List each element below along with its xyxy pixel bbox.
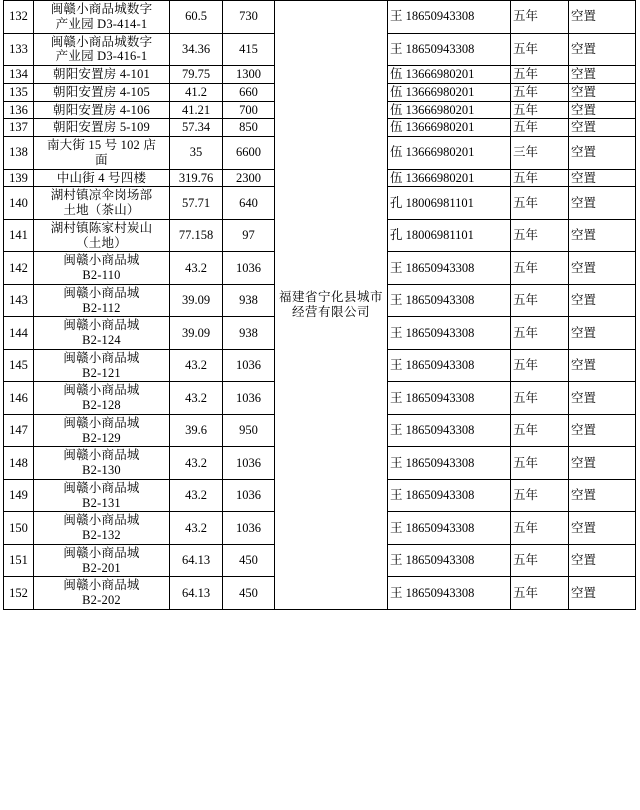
- asset-name-line: 闽赣小商品城数字: [50, 34, 153, 49]
- asset-name: [34, 544, 170, 577]
- contact-person: 伍 13666980201: [388, 169, 511, 187]
- asset-price: 1036: [223, 512, 275, 545]
- asset-price: 950: [223, 414, 275, 447]
- asset-area: 64.13: [170, 577, 223, 610]
- asset-area: 35: [170, 137, 223, 170]
- asset-price: 450: [223, 544, 275, 577]
- row-index: 134: [4, 66, 34, 84]
- asset-name: [34, 83, 170, 101]
- contact-person: 王 18650943308: [388, 284, 511, 317]
- contact-person: 孔 18006981101: [388, 219, 511, 252]
- occupancy-status: 空置: [569, 284, 636, 317]
- asset-name: [34, 284, 170, 317]
- lease-term: 五年: [511, 544, 569, 577]
- asset-name-line: B2-132: [82, 528, 121, 542]
- occupancy-status: 空置: [569, 544, 636, 577]
- occupancy-status: 空置: [569, 119, 636, 137]
- asset-name-line: 朝阳安置房 4-105: [53, 84, 150, 99]
- lease-term: 五年: [511, 349, 569, 382]
- asset-name-line: 朝阳安置房 4-106: [53, 102, 150, 117]
- occupancy-status: 空置: [569, 414, 636, 447]
- asset-name-line: 闽赣小商品城: [63, 285, 140, 300]
- row-index: 149: [4, 479, 34, 512]
- lease-term: 五年: [511, 219, 569, 252]
- lease-term: 五年: [511, 187, 569, 220]
- asset-name-line: 闽赣小商品城数字: [50, 2, 153, 16]
- asset-name: [34, 252, 170, 285]
- lease-term: 五年: [511, 252, 569, 285]
- occupancy-status: 空置: [569, 66, 636, 84]
- asset-price: 1036: [223, 252, 275, 285]
- contact-person: 伍 13666980201: [388, 137, 511, 170]
- row-index: 145: [4, 349, 34, 382]
- asset-name: [34, 66, 170, 84]
- asset-name-line: 闽赣小商品城: [63, 545, 140, 560]
- occupancy-status: 空置: [569, 101, 636, 119]
- row-index: 151: [4, 544, 34, 577]
- contact-person: 王 18650943308: [388, 512, 511, 545]
- asset-area: 64.13: [170, 544, 223, 577]
- asset-name-line: B2-130: [82, 463, 121, 477]
- asset-area: 57.34: [170, 119, 223, 137]
- asset-name-line: 产业园 D3-414-1: [55, 16, 148, 31]
- asset-name-line: 闽赣小商品城: [63, 578, 140, 593]
- asset-price: 850: [223, 119, 275, 137]
- asset-name: [34, 119, 170, 137]
- asset-name-line: 朝阳安置房 4-101: [53, 67, 150, 81]
- row-index: 143: [4, 284, 34, 317]
- asset-area: 41.2: [170, 83, 223, 101]
- asset-name: [34, 349, 170, 382]
- occupancy-status: 空置: [569, 479, 636, 512]
- asset-area: 79.75: [170, 66, 223, 84]
- lease-term: 五年: [511, 169, 569, 187]
- occupancy-status: 空置: [569, 382, 636, 415]
- row-index: 141: [4, 219, 34, 252]
- asset-area: 41.21: [170, 101, 223, 119]
- lease-term: 五年: [511, 83, 569, 101]
- lease-term: 五年: [511, 284, 569, 317]
- asset-area: 43.2: [170, 382, 223, 415]
- row-index: 147: [4, 414, 34, 447]
- lease-term: 五年: [511, 66, 569, 84]
- asset-name-line: 朝阳安置房 5-109: [53, 120, 150, 135]
- asset-area: 60.5: [170, 1, 223, 34]
- lease-term: 五年: [511, 512, 569, 545]
- row-index: 132: [4, 1, 34, 34]
- asset-price: 1036: [223, 479, 275, 512]
- asset-name-line: （土地）: [76, 235, 127, 250]
- lease-term: 五年: [511, 317, 569, 350]
- asset-price: 660: [223, 83, 275, 101]
- asset-price: 1036: [223, 349, 275, 382]
- asset-price: 2300: [223, 169, 275, 187]
- asset-name-line: B2-112: [82, 300, 121, 315]
- occupancy-status: 空置: [569, 512, 636, 545]
- contact-person: 伍 13666980201: [388, 101, 511, 119]
- asset-area: 34.36: [170, 33, 223, 66]
- asset-area: 319.76: [170, 169, 223, 187]
- asset-price: 730: [223, 1, 275, 34]
- row-index: 136: [4, 101, 34, 119]
- asset-name-line: 闽赣小商品城: [63, 480, 140, 495]
- asset-name-line: 闽赣小商品城: [63, 383, 140, 398]
- row-index: 133: [4, 33, 34, 66]
- lease-term: 五年: [511, 33, 569, 66]
- asset-name: [34, 479, 170, 512]
- row-index: 142: [4, 252, 34, 285]
- row-index: 146: [4, 382, 34, 415]
- contact-person: 王 18650943308: [388, 479, 511, 512]
- occupancy-status: 空置: [569, 187, 636, 220]
- asset-name-line: 湖村镇凉伞岗场部: [50, 188, 153, 203]
- contact-person: 王 18650943308: [388, 382, 511, 415]
- asset-name-line: 面: [95, 152, 108, 167]
- table-row: [4, 1, 636, 34]
- asset-area: 39.6: [170, 414, 223, 447]
- row-index: 150: [4, 512, 34, 545]
- asset-name-line: B2-110: [82, 268, 121, 282]
- asset-name-line: 闽赣小商品城: [63, 448, 140, 463]
- asset-price: 415: [223, 33, 275, 66]
- lease-term: 五年: [511, 447, 569, 480]
- asset-area: 57.71: [170, 187, 223, 220]
- asset-name-line: 南大街 15 号 102 店: [46, 138, 157, 152]
- owner-company: [275, 1, 388, 610]
- asset-area: 43.2: [170, 252, 223, 285]
- asset-name-line: 土地（茶山）: [63, 203, 140, 217]
- occupancy-status: 空置: [569, 1, 636, 34]
- occupancy-status: 空置: [569, 577, 636, 610]
- occupancy-status: 空置: [569, 83, 636, 101]
- asset-name: [34, 101, 170, 119]
- row-index: 140: [4, 187, 34, 220]
- asset-name-line: B2-202: [82, 593, 121, 607]
- asset-name: [34, 219, 170, 252]
- occupancy-status: 空置: [569, 349, 636, 382]
- owner-company-text: 福建省宁化县城市经营有限公司: [278, 290, 383, 319]
- asset-listing-table: [3, 0, 636, 610]
- contact-person: 王 18650943308: [388, 544, 511, 577]
- row-index: 135: [4, 83, 34, 101]
- row-index: 148: [4, 447, 34, 480]
- contact-person: 王 18650943308: [388, 33, 511, 66]
- asset-price: 1036: [223, 447, 275, 480]
- occupancy-status: 空置: [569, 252, 636, 285]
- row-index: 144: [4, 317, 34, 350]
- asset-name: [34, 137, 170, 170]
- lease-term: 五年: [511, 101, 569, 119]
- occupancy-status: 空置: [569, 169, 636, 187]
- asset-price: 938: [223, 317, 275, 350]
- asset-name: [34, 187, 170, 220]
- asset-name-line: B2-129: [82, 430, 121, 445]
- asset-name-line: 闽赣小商品城: [63, 415, 140, 430]
- contact-person: 王 18650943308: [388, 349, 511, 382]
- asset-area: 39.09: [170, 317, 223, 350]
- asset-area: 43.2: [170, 479, 223, 512]
- occupancy-status: 空置: [569, 219, 636, 252]
- lease-term: 五年: [511, 1, 569, 34]
- asset-price: 640: [223, 187, 275, 220]
- asset-price: 938: [223, 284, 275, 317]
- contact-person: 孔 18006981101: [388, 187, 511, 220]
- lease-term: 五年: [511, 577, 569, 610]
- asset-name: [34, 382, 170, 415]
- asset-area: 43.2: [170, 447, 223, 480]
- asset-name-line: 产业园 D3-416-1: [55, 49, 148, 64]
- asset-price: 1036: [223, 382, 275, 415]
- asset-name: [34, 33, 170, 66]
- contact-person: 王 18650943308: [388, 317, 511, 350]
- asset-price: 450: [223, 577, 275, 610]
- asset-name-line: 闽赣小商品城: [63, 513, 140, 528]
- asset-price: 6600: [223, 137, 275, 170]
- asset-name-line: B2-131: [82, 495, 121, 510]
- asset-name-line: 闽赣小商品城: [63, 318, 140, 333]
- asset-area: 77.158: [170, 219, 223, 252]
- row-index: 152: [4, 577, 34, 610]
- asset-area: 43.2: [170, 512, 223, 545]
- asset-name: [34, 577, 170, 610]
- asset-name-line: 闽赣小商品城: [63, 350, 140, 365]
- row-index: 137: [4, 119, 34, 137]
- asset-price: 1300: [223, 66, 275, 84]
- asset-name-line: 湖村镇陈家村炭山: [50, 220, 153, 235]
- occupancy-status: 空置: [569, 447, 636, 480]
- contact-person: 王 18650943308: [388, 447, 511, 480]
- asset-name: [34, 414, 170, 447]
- asset-price: 700: [223, 101, 275, 119]
- asset-name-line: 闽赣小商品城: [63, 253, 140, 268]
- occupancy-status: 空置: [569, 137, 636, 170]
- asset-area: 39.09: [170, 284, 223, 317]
- contact-person: 王 18650943308: [388, 577, 511, 610]
- lease-term: 五年: [511, 382, 569, 415]
- asset-name: [34, 169, 170, 187]
- asset-name: [34, 512, 170, 545]
- occupancy-status: 空置: [569, 317, 636, 350]
- contact-person: 王 18650943308: [388, 414, 511, 447]
- asset-area: 43.2: [170, 349, 223, 382]
- lease-term: 五年: [511, 119, 569, 137]
- row-index: 138: [4, 137, 34, 170]
- asset-name-line: 中山街 4 号四楼: [56, 170, 147, 185]
- lease-term: 三年: [511, 137, 569, 170]
- contact-person: 王 18650943308: [388, 252, 511, 285]
- asset-name-line: B2-121: [82, 365, 121, 380]
- asset-name-line: B2-201: [82, 560, 121, 575]
- asset-name-line: B2-124: [82, 333, 121, 347]
- contact-person: 伍 13666980201: [388, 119, 511, 137]
- lease-term: 五年: [511, 479, 569, 512]
- asset-name: [34, 447, 170, 480]
- contact-person: 伍 13666980201: [388, 66, 511, 84]
- asset-name: [34, 317, 170, 350]
- occupancy-status: 空置: [569, 33, 636, 66]
- row-index: 139: [4, 169, 34, 187]
- asset-price: 97: [223, 219, 275, 252]
- asset-name: [34, 1, 170, 34]
- lease-term: 五年: [511, 414, 569, 447]
- asset-name-line: B2-128: [82, 398, 121, 412]
- contact-person: 王 18650943308: [388, 1, 511, 34]
- contact-person: 伍 13666980201: [388, 83, 511, 101]
